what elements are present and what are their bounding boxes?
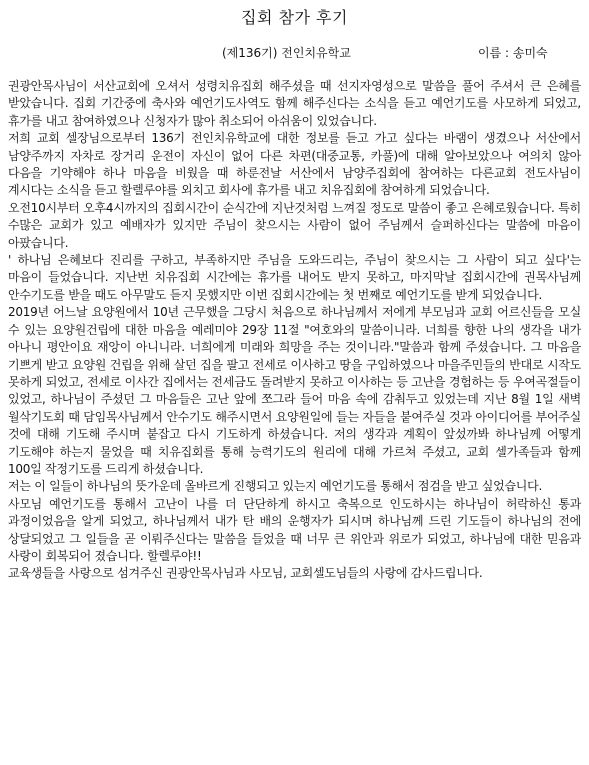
paragraph: 사모님 예언기도를 통해서 고난이 나를 더 단단하게 하시고 축복으로 인도하시는 하나님이 허락하신 통과 과정이었음을 알게 되었고, 하나님께서 내가 탄 배의 운행자가 되시며 하나님께 드린 기도들이 하나님의 전에 상달되었고 그 일들을 곧 이뤄주신다는 말씀을 들었을 때 너무 큰 위안과 위로가 되었고, 하나님에 대한 믿음과 사랑이 회복되어 졌습니다. 할렐루야!! (8, 496, 581, 563)
author-name-label: 이름 : 송미숙 (478, 46, 548, 60)
paragraph: ' 하나님 은혜보다 진리를 구하고, 부족하지만 주님을 도와드리는, 주님이 찾으시는 그 사람이 되고 싶다'는 마음이 들었습니다. 지난번 치유집회 시간에는 휴가를 내어도 받지 못하고, 마지막날 집회시간에 권목사님께 안수기도를 받을 때도 아무말도 듣지 못했지만 이번 집회시간에는 첫 번째로 예언기도를 받게 되었습니다. (8, 253, 581, 302)
document-title: 집회 참가 후기 (241, 8, 348, 27)
paragraph: 권광안목사님이 서산교회에 오셔서 성령치유집회 해주셨을 때 선지자영성으로 말씀을 풀어 주셔서 큰 은혜를 받았습니다. 집회 기간중에 축사와 예언기도사역도 함께 해주신다는 소식을 듣고 예언기도를 사모하게 되었고, 휴가를 내고 참여하였으나 신청자가 많아 취소되어 아쉬움이 있었습니다. (8, 79, 581, 128)
paragraph: 교육생들을 사랑으로 섬겨주신 권광안목사님과 사모님, 교회셀도님들의 사랑에 감사드립니다. (8, 566, 483, 581)
paragraph: 저희 교회 셀장님으로부터 136기 전인치유학교에 대한 정보를 듣고 가고 싶다는 바램이 생겼으나 서산에서 남양주까지 자차로 장거리 운전이 자신이 없어 다른 차편(대중교통, 카풀)에 대해 알아보았으나 여의치 않아 다음을 기약해야 하나 마음을 비웠을 때 하룬전날 서산에서 남양주집회에 참여하는 다른교회 전도사님이 계시다는 소식을 듣고 할렐루야를 외치고 회사에 휴가를 내고 치유집회에 참여하게 되었습니다. (8, 131, 581, 198)
document-meta (8, 44, 581, 64)
paragraph: 오전10시부터 오후4시까지의 집회시간이 순식간에 지난것처럼 느껴질 정도로 말씀이 좋고 은혜로웠습니다. 특히 수많은 교회가 있고 예배자가 있지만 주님이 찾으시는 사람이 없어 주님께서 슬퍼하신다는 말씀에 마음이 아팠습니다. (8, 200, 581, 250)
paragraph: 2019년 어느날 요양원에서 10년 근무했을 그당시 처음으로 하나님께서 저에게 부모님과 교회 어르신들을 모실 수 있는 요양원건립에 대한 마음을 예레미야 29장 11절 "여호와의 말씀이니라. 너희를 향한 나의 생각을 내가 아나니 평안이요 재앙이 아니니라. 너희에게 미래와 희망을 주는 것이니라."말씀과 함께 주셨습니다. 그 마음을 기쁘게 받고 요양원 건립을 위해 살던 집을 팔고 전세로 이사하고 땅을 구입하였으나 마을주민들의 반대로 시작도 못하게 되었고, 전세로 이사간 집에서는 전세금도 돌려받지 못하고 이사하는 등 고난을 경험하는 등 우여곡절들이 있었고, 하나님이 주셨던 그 마음들은 고난 앞에 쪼그라 들어 마음 속에 감춰두고 있었는데 지난 8월 1일 새벽 월삭기도회 때 담임목사님께서 안수기도 해주시면서 요양원일에 들는 자들을 붙여주실 것과 아이디어를 부어주실 것에 대해 기도해 주시며 붙잡고 다시 기도하게 하셨습니다. 저의 생각과 계획이 앞섰까봐 하나님께 어떻게 기도해야 하는지 물었을 때 치유집회를 통해 능력기도의 원리에 대해 가르쳐 주셨고, 교회 셀가족들과 함께 100일 작정기도를 드리게 하셨습니다. (8, 305, 581, 476)
document-body (8, 78, 581, 583)
paragraph: 저는 이 일들이 하나님의 뜻가운데 올바르게 진행되고 있는지 예언기도를 통해서 점검을 받고 싶었습니다. (8, 479, 543, 494)
class-label: (제136기) 전인치유학교 (222, 46, 351, 60)
